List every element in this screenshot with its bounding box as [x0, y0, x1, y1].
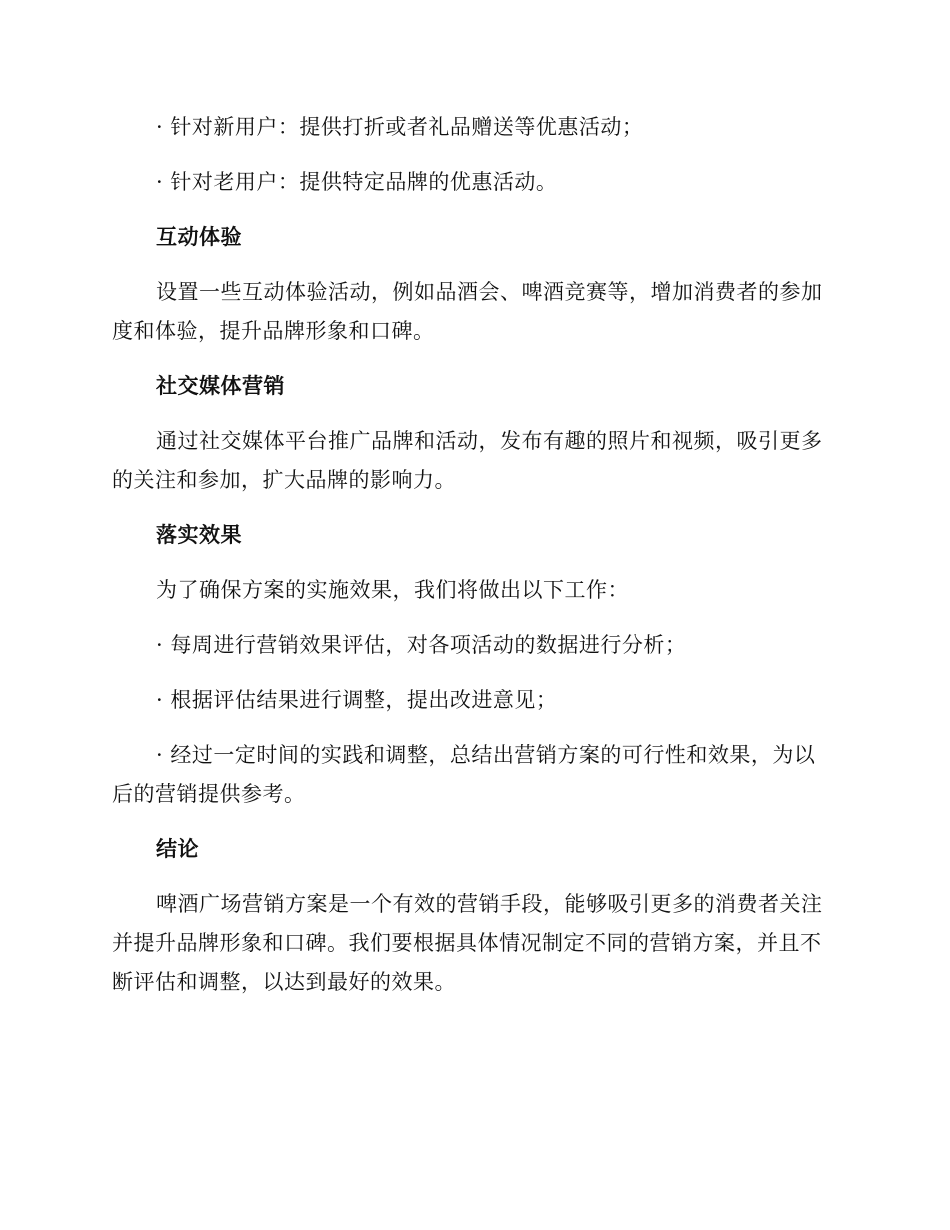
heading-social-media: 社交媒体营销	[156, 374, 285, 398]
paragraph-social-media: 通过社交媒体平台推广品牌和活动，发布有趣的照片和视频，吸引更多的关注和参加，扩大品牌的影响力。	[112, 429, 823, 492]
bullet-new-users: · 针对新用户：提供打折或者礼品赠送等优惠活动；	[156, 115, 644, 139]
bullet-adjustment: · 根据评估结果进行调整，提出改进意见；	[156, 688, 558, 712]
paragraph-implementation-intro: 为了确保方案的实施效果，我们将做出以下工作：	[156, 578, 629, 602]
paragraph-conclusion: 啤酒广场营销方案是一个有效的营销手段，能够吸引更多的消费者关注并提升品牌形象和口碑。我们要根据具体情况制定不同的营销方案，并且不断评估和调整，以达到最好的效果。	[112, 892, 823, 994]
bullet-old-users: · 针对老用户：提供特定品牌的优惠活动。	[156, 170, 558, 194]
bullet-summary: · 经过一定时间的实践和调整，总结出营销方案的可行性和效果，为以后的营销提供参考。	[112, 743, 816, 806]
heading-interaction: 互动体验	[156, 225, 242, 249]
heading-implementation: 落实效果	[156, 523, 242, 547]
paragraph-interaction: 设置一些互动体验活动，例如品酒会、啤酒竞赛等，增加消费者的参加度和体验，提升品牌形象和口碑。	[112, 280, 823, 343]
document-page	[112, 108, 832, 1018]
heading-conclusion: 结论	[156, 837, 199, 861]
bullet-weekly-evaluation: · 每周进行营销效果评估，对各项活动的数据进行分析；	[156, 633, 687, 657]
